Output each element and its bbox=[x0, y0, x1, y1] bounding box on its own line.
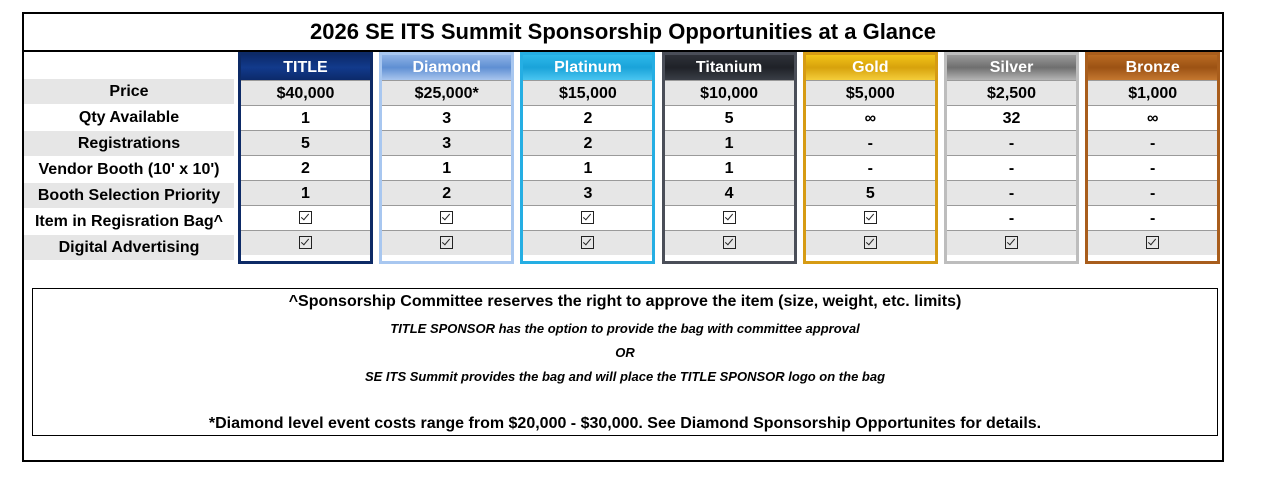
tier-cell: 3 bbox=[523, 180, 652, 205]
tier-header: Silver bbox=[947, 55, 1076, 80]
checkbox-icon bbox=[1088, 230, 1217, 255]
checkbox-icon bbox=[523, 205, 652, 230]
note-summit-bag: SE ITS Summit provides the bag and will place the TITLE SPONSOR logo on the bag bbox=[364, 369, 886, 384]
tier-column-title bbox=[238, 52, 373, 264]
tier-cell: - bbox=[1088, 130, 1217, 155]
tier-cell: 2 bbox=[523, 105, 652, 130]
tier-cell: - bbox=[1088, 205, 1217, 230]
tier-column-platinum bbox=[520, 52, 655, 264]
row-label: Booth Selection Priority bbox=[24, 183, 234, 208]
checkmark-icon bbox=[1146, 236, 1159, 249]
tier-column-titanium bbox=[662, 52, 797, 264]
tier-column-diamond bbox=[379, 52, 514, 264]
tier-header: Gold bbox=[806, 55, 935, 80]
checkmark-icon bbox=[864, 211, 877, 224]
row-label: Digital Advertising bbox=[24, 235, 234, 260]
tier-cell: $25,000* bbox=[382, 80, 511, 105]
row-label: Item in Regisration Bag^ bbox=[34, 213, 224, 230]
tier-cell: 5 bbox=[241, 130, 370, 155]
tier-cell: - bbox=[806, 130, 935, 155]
checkmark-icon bbox=[299, 211, 312, 224]
tier-cell: - bbox=[947, 205, 1076, 230]
tier-cell: 3 bbox=[382, 130, 511, 155]
checkmark-icon bbox=[581, 236, 594, 249]
tier-header: Diamond bbox=[382, 55, 511, 80]
tier-column-gold bbox=[803, 52, 938, 264]
tier-cell: 5 bbox=[665, 105, 794, 130]
tier-cell: 1 bbox=[523, 155, 652, 180]
checkbox-icon bbox=[382, 230, 511, 255]
checkmark-icon bbox=[440, 236, 453, 249]
row-label: Qty Available bbox=[78, 109, 180, 126]
checkmark-icon bbox=[723, 236, 736, 249]
tier-cell: 1 bbox=[665, 155, 794, 180]
checkbox-icon bbox=[241, 230, 370, 255]
tier-cell: 4 bbox=[665, 180, 794, 205]
checkmark-icon bbox=[1005, 236, 1018, 249]
tier-cell: 2 bbox=[523, 130, 652, 155]
tier-header: Bronze bbox=[1088, 55, 1217, 80]
tier-cell: 2 bbox=[382, 180, 511, 205]
tier-header: Titanium bbox=[665, 55, 794, 80]
tier-cell: $10,000 bbox=[665, 80, 794, 105]
tier-cell: - bbox=[1088, 155, 1217, 180]
tier-cell: 2 bbox=[241, 155, 370, 180]
tier-column-silver bbox=[944, 52, 1079, 264]
tier-cell: 3 bbox=[382, 105, 511, 130]
tier-cell: 32 bbox=[947, 105, 1076, 130]
tier-column-bronze bbox=[1085, 52, 1220, 264]
tier-cell: - bbox=[1088, 180, 1217, 205]
tier-cell: $5,000 bbox=[806, 80, 935, 105]
checkbox-icon bbox=[806, 205, 935, 230]
tier-cell: ∞ bbox=[806, 105, 935, 130]
note-approval: ^Sponsorship Committee reserves the right to approve the item (size, weight, etc. limits) bbox=[288, 293, 962, 310]
checkbox-icon bbox=[382, 205, 511, 230]
tier-cell: 5 bbox=[806, 180, 935, 205]
tier-cell: 1 bbox=[665, 130, 794, 155]
tier-cell: 1 bbox=[382, 155, 511, 180]
note-or: OR bbox=[615, 345, 635, 360]
tier-cell: 1 bbox=[241, 180, 370, 205]
checkmark-icon bbox=[440, 211, 453, 224]
row-label: Price bbox=[24, 79, 234, 104]
tier-cell: $2,500 bbox=[947, 80, 1076, 105]
checkbox-icon bbox=[806, 230, 935, 255]
checkmark-icon bbox=[864, 236, 877, 249]
row-label: Registrations bbox=[24, 131, 234, 156]
note-diamond-cost: *Diamond level event costs range from $20,000 - $30,000. See Diamond Sponsorship Opportunites for details. bbox=[208, 415, 1042, 432]
tier-header: TITLE bbox=[241, 55, 370, 80]
checkbox-icon bbox=[665, 230, 794, 255]
tier-cell: - bbox=[947, 155, 1076, 180]
tier-cell: - bbox=[947, 130, 1076, 155]
checkmark-icon bbox=[581, 211, 594, 224]
tier-cell: ∞ bbox=[1088, 105, 1217, 130]
checkbox-icon bbox=[947, 230, 1076, 255]
tier-cell: - bbox=[806, 155, 935, 180]
checkmark-icon bbox=[299, 236, 312, 249]
checkmark-icon bbox=[723, 211, 736, 224]
checkbox-icon bbox=[241, 205, 370, 230]
checkbox-icon bbox=[523, 230, 652, 255]
tier-cell: $15,000 bbox=[523, 80, 652, 105]
note-title-option: TITLE SPONSOR has the option to provide the bag with committee approval bbox=[390, 321, 860, 336]
tier-header: Platinum bbox=[523, 55, 652, 80]
sponsorship-sheet bbox=[22, 12, 1224, 462]
tier-cell: $40,000 bbox=[241, 80, 370, 105]
tier-cell: 1 bbox=[241, 105, 370, 130]
tier-cell: $1,000 bbox=[1088, 80, 1217, 105]
tier-cell: - bbox=[947, 180, 1076, 205]
page-title: 2026 SE ITS Summit Sponsorship Opportunities at a Glance bbox=[24, 14, 1222, 52]
row-label: Vendor Booth (10' x 10') bbox=[38, 161, 220, 178]
notes-box bbox=[32, 288, 1218, 436]
checkbox-icon bbox=[665, 205, 794, 230]
